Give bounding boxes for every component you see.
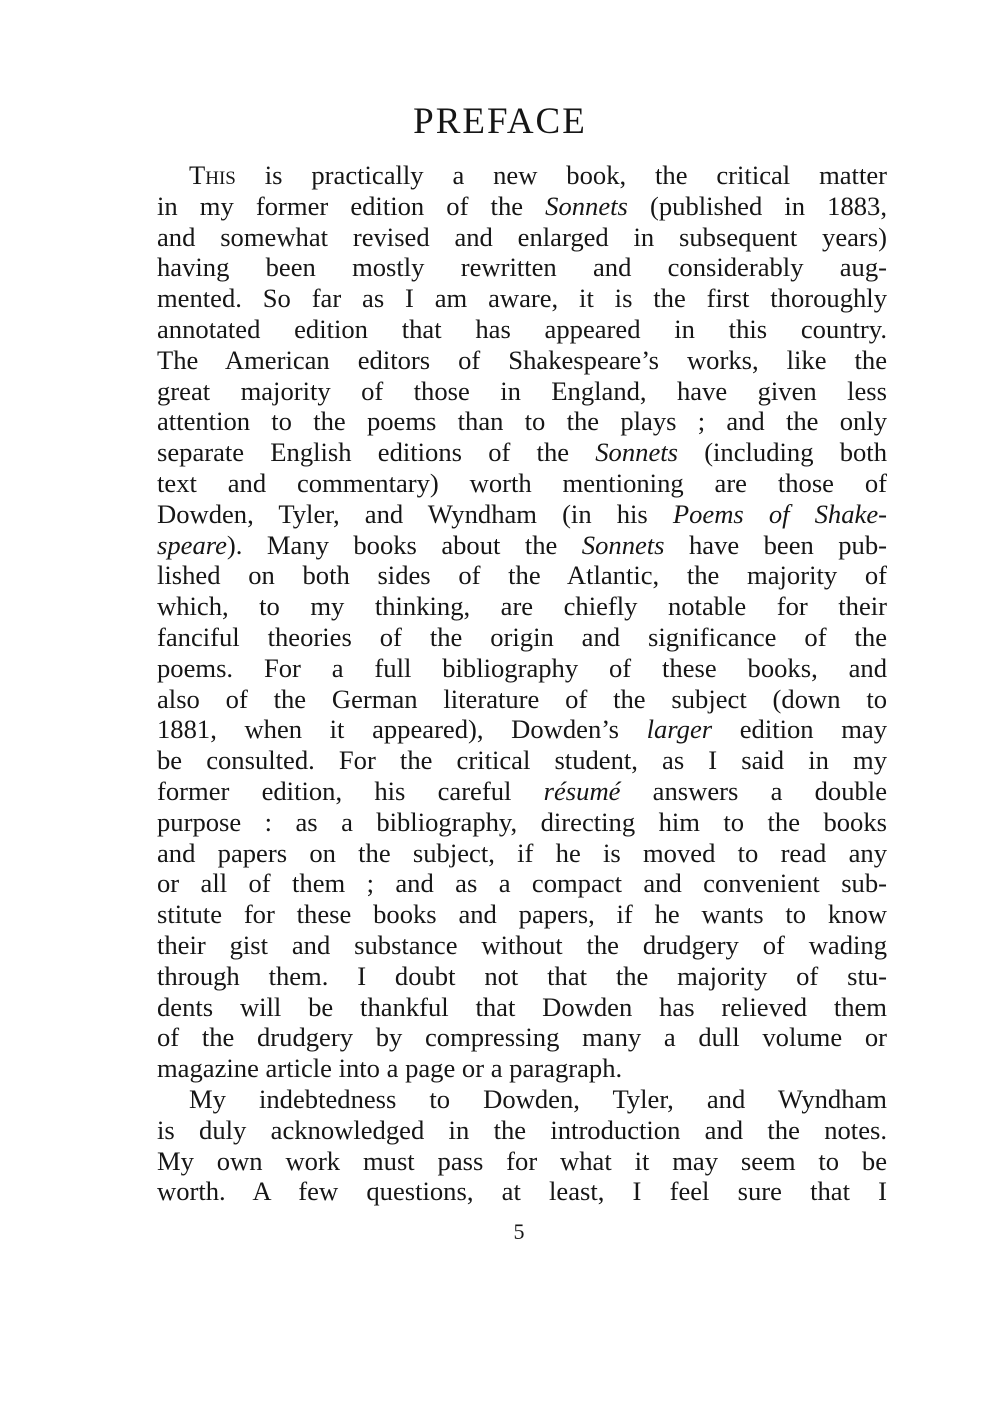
page-title: PREFACE <box>413 101 587 142</box>
text-run: annotated edition that has appeared in this country. <box>157 313 887 344</box>
text-line <box>157 530 887 561</box>
text-run: have been pub- <box>664 529 888 560</box>
text-run: in my former edition of the <box>157 190 546 221</box>
text-run: My indebtedness to Dowden, Tyler, and Wyndham <box>189 1083 887 1114</box>
text-run: text and commentary) worth mentioning are those of <box>157 467 887 498</box>
text-line <box>157 992 887 1023</box>
text-run: mented. So far as I am aware, it is the first thoroughly <box>157 283 887 314</box>
text-line <box>157 222 887 253</box>
text-run: is practically a new book, the critical matter <box>235 160 887 190</box>
text-line <box>157 899 887 930</box>
text-line <box>157 191 887 222</box>
text-run: attention to the poems than to the plays ; and the only <box>157 406 887 437</box>
text-run: lished on both sides of the Atlantic, the majority of <box>157 560 887 591</box>
text-run: also of the German literature of the subject (down to <box>157 683 887 714</box>
italic-run: Sonnets <box>545 190 628 221</box>
italic-run: Sonnets <box>581 529 665 560</box>
italic-run: larger <box>646 714 713 745</box>
italic-run: résumé <box>543 775 621 806</box>
text-line <box>157 376 887 407</box>
text-run: worth. A few questions, at least, I feel sure that I <box>157 1176 887 1207</box>
text-run: and somewhat revised and enlarged in subsequent years) <box>157 221 887 252</box>
text-line <box>157 1084 887 1115</box>
text-run: ). Many books about the <box>226 529 582 560</box>
italic-run: Poems of Shake- <box>672 498 887 529</box>
text-run: separate English editions of the <box>157 437 596 468</box>
text-line <box>157 1115 887 1146</box>
text-line <box>157 406 887 437</box>
text-line <box>157 684 887 715</box>
text-run: dents will be thankful that Dowden has relieved them <box>157 991 887 1022</box>
text-run: which, to my thinking, are chiefly notable for their <box>157 591 887 622</box>
text-line <box>157 252 887 283</box>
text-run: is duly acknowledged in the introduction and the notes. <box>157 1114 887 1145</box>
text-run: (published in 1883, <box>627 190 887 221</box>
text-line <box>157 1022 887 1053</box>
text-run: 1881, when it appeared), Dowden’s <box>157 714 647 745</box>
text-run: The American editors of Shakespeare’s works, like the <box>157 344 887 375</box>
text-run: purpose : as a bibliography, directing him to the books <box>157 806 887 837</box>
text-run: through them. I doubt not that the majority of stu- <box>157 960 887 991</box>
text-run: poems. For a full bibliography of these books, and <box>157 652 887 683</box>
italic-run: speare <box>157 529 227 560</box>
text-line <box>157 961 887 992</box>
text-run: magazine article into a page or a paragraph. <box>157 1053 623 1084</box>
text-run: be consulted. For the critical student, as I said in my <box>157 745 887 776</box>
text-run: Dowden, Tyler, and Wyndham (in his <box>157 498 673 529</box>
text-run: their gist and substance without the drudgery of wading <box>157 929 887 960</box>
text-run: former edition, his careful <box>157 775 544 806</box>
text-run: fanciful theories of the origin and significance of the <box>157 621 887 652</box>
text-line <box>157 437 887 468</box>
text-run: edition may <box>712 714 887 745</box>
text-line <box>157 1053 887 1084</box>
text-line <box>157 1146 887 1177</box>
text-run: (including both <box>677 437 887 468</box>
text-line <box>157 345 887 376</box>
text-run: and papers on the subject, if he is moved to read any <box>157 837 887 868</box>
text-line <box>157 283 887 314</box>
preface-body <box>157 160 887 1207</box>
text-line <box>157 745 887 776</box>
text-line <box>157 1176 887 1207</box>
text-line <box>157 591 887 622</box>
italic-run: Sonnets <box>595 437 678 468</box>
text-run: answers a double <box>620 775 887 806</box>
text-run: having been mostly rewritten and considerably aug- <box>157 252 887 283</box>
text-run: My own work must pass for what it may seem to be <box>157 1145 887 1176</box>
text-run: or all of them ; and as a compact and convenient sub- <box>157 868 887 899</box>
text-line <box>157 653 887 684</box>
text-line <box>157 622 887 653</box>
text-line <box>157 868 887 899</box>
text-line <box>157 499 887 530</box>
text-run: of the drudgery by compressing many a dull volume or <box>157 1022 887 1053</box>
text-line <box>157 314 887 345</box>
page-number: 5 <box>513 1219 525 1244</box>
small-caps-run: This <box>189 160 236 190</box>
text-line <box>157 838 887 869</box>
text-run: great majority of those in England, have given less <box>157 375 887 406</box>
text-run: stitute for these books and papers, if he wants to know <box>157 899 887 930</box>
text-line <box>157 560 887 591</box>
text-line <box>157 468 887 499</box>
text-line <box>157 160 887 191</box>
text-line <box>157 776 887 807</box>
text-line <box>157 930 887 961</box>
text-line <box>157 714 887 745</box>
text-line <box>157 807 887 838</box>
